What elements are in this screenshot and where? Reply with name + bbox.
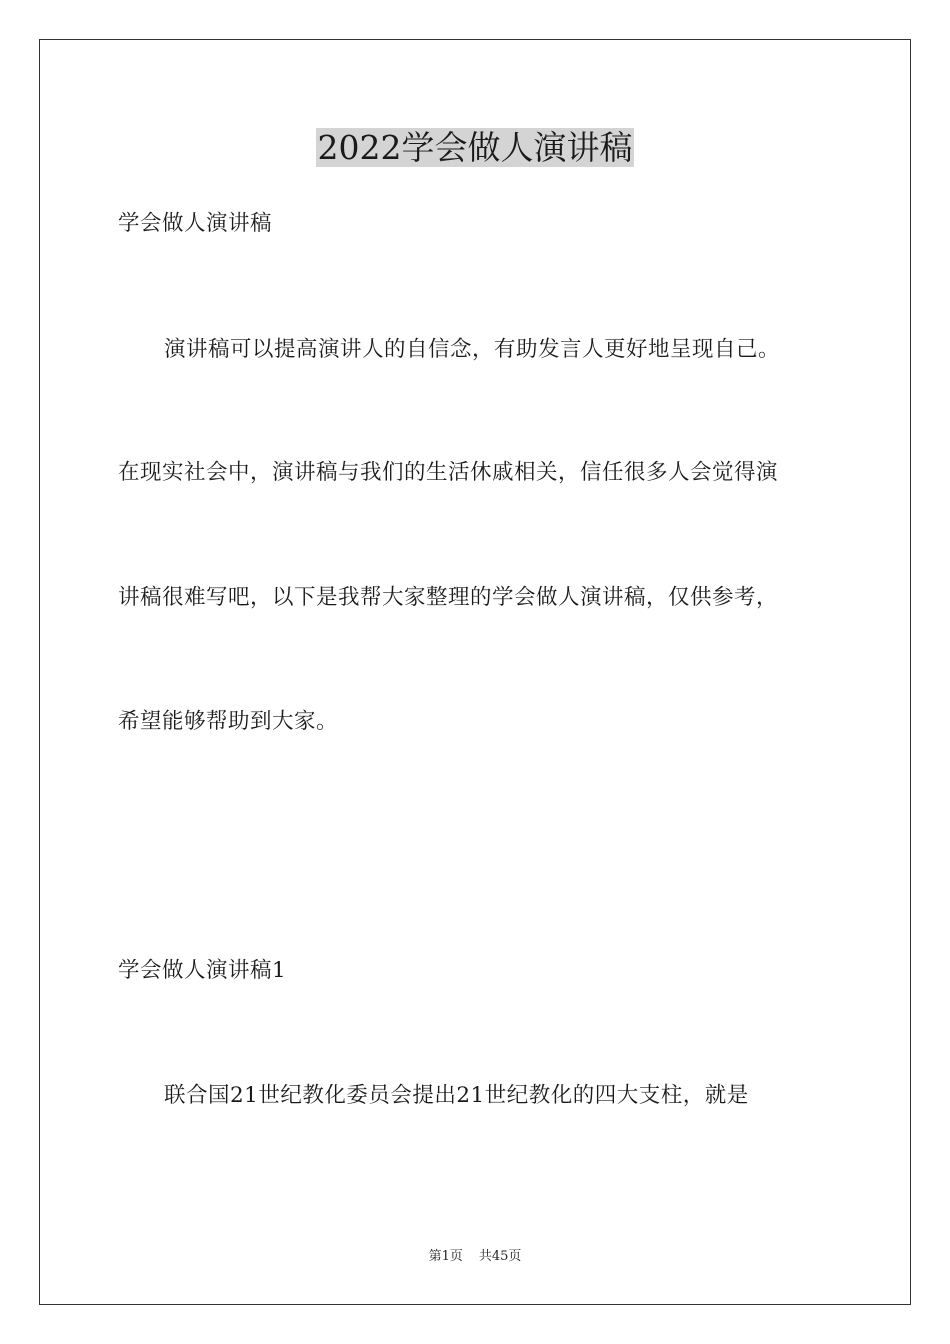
paragraph-line: 联合国21世纪教化委员会提出21世纪教化的四大支柱，就是 bbox=[164, 1083, 749, 1108]
document-title bbox=[0, 124, 950, 172]
section-heading: 学会做人演讲稿1 bbox=[118, 958, 287, 983]
document-title-text: 2022学会做人演讲稿 bbox=[317, 128, 633, 167]
page-current-number: 第1页 bbox=[428, 1249, 463, 1264]
paragraph-line: 演讲稿可以提高演讲人的自信念，有助发言人更好地呈现自己。 bbox=[164, 337, 781, 362]
page-footer bbox=[0, 1248, 950, 1266]
paragraph-line: 希望能够帮助到大家。 bbox=[118, 709, 339, 734]
paragraph-line: 在现实社会中，演讲稿与我们的生活休戚相关，信任很多人会觉得演 bbox=[118, 460, 779, 485]
page-total-count: 共45页 bbox=[478, 1249, 522, 1264]
paragraph-heading: 学会做人演讲稿 bbox=[118, 211, 273, 236]
paragraph-line: 讲稿很难写吧，以下是我帮大家整理的学会做人演讲稿，仅供参考， bbox=[118, 585, 779, 610]
